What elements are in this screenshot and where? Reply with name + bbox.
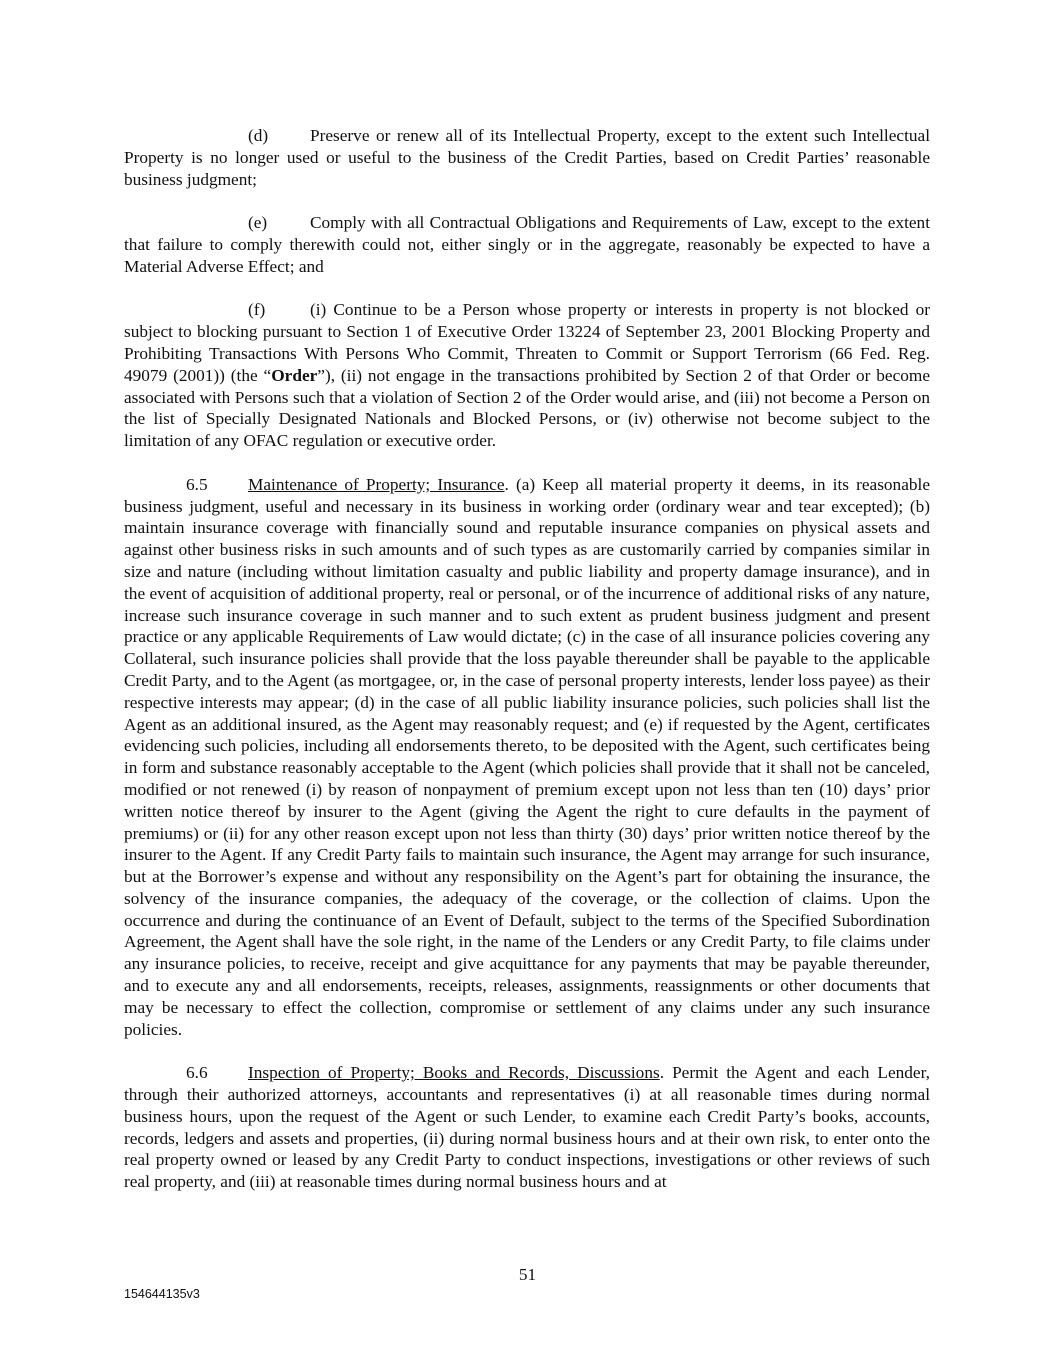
clause-f-text-end: ”), (ii) not engage in the transactions prohibited by Section 2 of that Order or become associated with Persons such that a violation of Section 2 of the Order would arise, and (iii) not become a Person on the list of Specially Designated Nationals and Blocked Persons, or (iv) otherwise not become subject to the limitation of any OFAC regulation or executive order. [124, 365, 930, 451]
clause-e-label: (e) [248, 213, 268, 233]
document-id: 154644135v3 [124, 1287, 200, 1301]
document-page [124, 125, 930, 1193]
section-6-6-text: . Permit the Agent and each Lender, through their authorized attorneys, accountants and representatives (i) at all reasonable times during normal business hours, upon the request of the Agent or such Lender, to examine each Credit Party’s books, accounts, records, ledgers and assets and properties, (ii) during normal business hours and at their own risk, to enter onto the real property owned or leased by any Credit Party to conduct inspections, investigations or other reviews of such real property, and (iii) at reasonable times during normal business hours and at [124, 1063, 930, 1192]
clause-d-paragraph [124, 125, 930, 190]
clause-f-label: (f) [248, 300, 266, 320]
order-defined-term: Order [271, 365, 318, 385]
section-6-5-paragraph [124, 474, 930, 1041]
section-6-6-number: 6.6 [186, 1063, 208, 1083]
clause-f-text-start: (i) Continue to be a Person whose property or interests in property is not blocked or subject to blocking pursuant to Section 1 of Executive Order 13224 of September 23, 2001 Blocking Property and Prohibiting Transactions With Persons Who Commit, Threaten to Commit or Support Terrorism (66 Fed. Reg. 49079 (2001)) (the “ [124, 300, 930, 385]
section-6-6-heading: Inspection of Property; Books and Records, Discussions [248, 1063, 660, 1083]
section-6-5-text: . (a) Keep all material property it deems, in its reasonable business judgment, useful and necessary in its business in working order (ordinary wear and tear excepted); (b) maintain insurance coverage with financially sound and reputable insurance companies on physical assets and against other business risks in such amounts and of such types as are customarily carried by companies similar in size and nature (including without limitation casualty and public liability and property damage insurance), and in the event of acquisition of additional property, real or personal, or of the incurrence of additional risks of any nature, increase such insurance coverage in such manner and to such extent as prudent business judgment and present practice or any applicable Requirements of Law would dictate; (c) in the case of all insurance policies covering any Collateral, such insurance policies shall provide that the loss payable thereunder shall be payable to the applicable Credit Party, and to the Agent (as mortgagee, or, in the case of personal property interests, lender loss payee) as their respective interests may appear; (d) in the case of all public liability insurance policies, such policies shall list the Agent as an additional insured, as the Agent may reasonably request; and (e) if requested by the Agent, certificates evidencing such policies, including all endorsements thereto, to be deposited with the Agent, such certificates being in form and substance reasonably acceptable to the Agent (which policies shall provide that it shall not be canceled, modified or not renewed (i) by reason of nonpayment of premium except upon not less than ten (10) days’ prior written notice thereof by insurer to the Agent (giving the Agent the right to cure defaults in the payment of premiums) or (ii) for any other reason except upon not less than thirty (30) days’ prior written notice thereof by the insurer to the Agent. If any Credit Party fails to maintain such insurance, the Agent may arrange for such insurance, but at the Borrower’s expense and without any responsibility on the Agent’s part for obtaining the insurance, the solvency of the insurance companies, the adequacy of the coverage, or the collection of claims. Upon the occurrence and during the continuance of an Event of Default, subject to the terms of the Specified Subordination Agreement, the Agent shall have the sole right, in the name of the Lenders or any Credit Party, to file claims under any insurance policies, to receive, receipt and give acquittance for any payments that may be payable thereunder, and to execute any and all endorsements, receipts, releases, assignments, reassignments or other documents that may be necessary to effect the collection, compromise or settlement of any claims under any such insurance policies. [124, 474, 930, 1039]
clause-e-text: Comply with all Contractual Obligations and Requirements of Law, except to the extent that failure to comply therewith could not, either singly or in the aggregate, reasonably be expected to have a Material Adverse Effect; and [124, 213, 930, 276]
clause-d-text: Preserve or renew all of its Intellectual Property, except to the extent such Intellectual Property is no longer used or useful to the business of the Credit Parties, based on Credit Parties’ reasonable business judgment; [124, 126, 930, 189]
clause-f-paragraph [124, 299, 930, 452]
section-6-5-number: 6.5 [186, 474, 208, 494]
clause-e-paragraph [124, 212, 930, 277]
section-6-5-heading: Maintenance of Property; Insurance [248, 474, 505, 494]
section-6-6-paragraph [124, 1062, 930, 1193]
clause-d-label: (d) [248, 126, 269, 145]
page-number: 51 [518, 1265, 537, 1284]
